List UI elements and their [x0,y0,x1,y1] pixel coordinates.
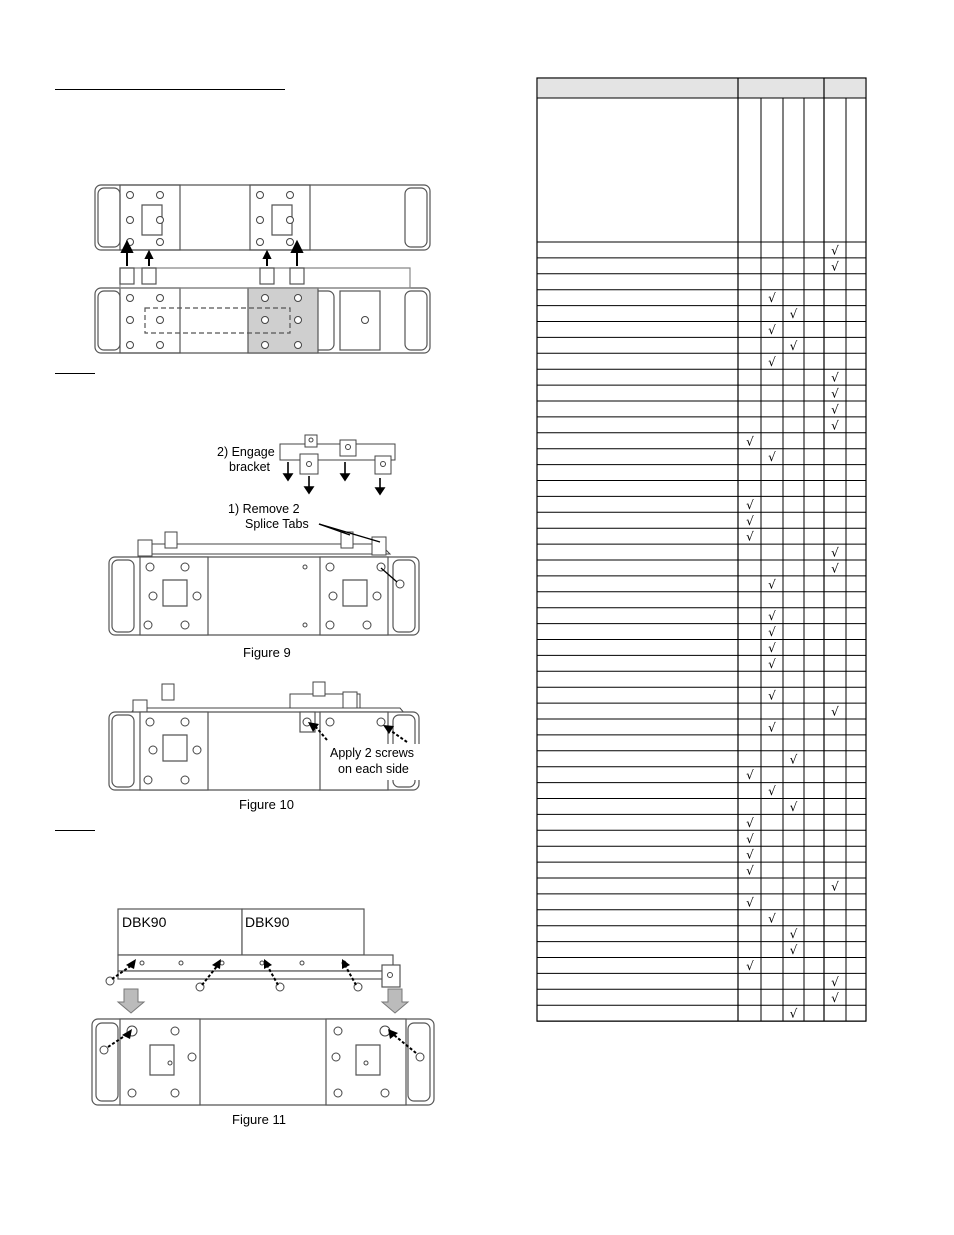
check-mark: √ [831,418,839,433]
check-mark: √ [746,768,754,783]
figure-10-caption: Figure 10 [239,797,294,812]
callout-apply-screws-line2: on each side [338,762,409,776]
check-mark: √ [768,291,776,306]
check-mark: √ [768,625,776,640]
check-mark: √ [831,545,839,560]
check-mark: √ [831,259,839,274]
check-mark: √ [768,641,776,655]
callout-remove-tabs-line1: 1) Remove 2 [228,502,300,516]
check-mark: √ [768,323,776,337]
check-mark: √ [831,974,839,989]
check-mark: √ [768,911,776,926]
check-mark: √ [768,354,776,369]
unit-label-right: DBK90 [245,914,290,930]
check-mark: √ [789,800,798,814]
check-mark: √ [746,847,754,862]
table-header-row [538,79,865,98]
note-underline-1 [55,373,95,374]
check-mark: √ [746,815,754,830]
unit-label-left: DBK90 [122,914,167,930]
table-border [537,78,866,1021]
callout-apply-screws-line1: Apply 2 screws [330,746,415,760]
heading-underline [55,89,285,90]
figure-9-diagram [105,432,425,642]
check-mark: √ [746,959,754,973]
check-mark: √ [789,927,798,942]
check-mark: √ [768,688,776,703]
check-mark: √ [831,402,839,417]
check-mark: √ [789,1006,798,1021]
figure-10-diagram [105,680,430,792]
figure-11-diagram [90,907,440,1107]
check-mark: √ [831,879,839,894]
check-mark: √ [746,863,754,878]
callout-engage-bracket-line2: bracket [229,460,270,474]
figure-11-caption: Figure 11 [232,1112,286,1127]
check-mark: √ [768,784,776,799]
check-mark: √ [768,450,776,465]
callout-remove-tabs-line2: Splice Tabs [245,517,309,531]
check-mark: √ [789,338,798,353]
check-mark: √ [746,513,754,528]
check-mark: √ [746,529,754,544]
check-mark: √ [746,895,754,910]
check-mark: √ [831,704,839,719]
check-mark: √ [831,561,839,576]
check-mark: √ [768,720,776,735]
note-underline-2 [55,830,95,831]
compatibility-table [536,77,868,1029]
figure-9-caption: Figure 9 [243,645,291,660]
callout-engage-bracket-line1: 2) Engage [217,445,275,459]
check-mark: √ [831,990,839,1005]
rack-diagram-top [90,180,450,365]
check-mark: √ [746,434,754,449]
check-mark: √ [768,609,776,624]
check-mark: √ [789,752,798,767]
check-mark: √ [746,497,754,512]
check-mark: √ [768,577,776,592]
check-mark: √ [746,831,754,846]
check-mark: √ [831,386,839,401]
check-mark: √ [831,243,839,258]
check-mark: √ [831,370,839,385]
check-mark: √ [789,307,798,322]
check-mark: √ [768,656,776,671]
check-mark: √ [789,943,798,958]
